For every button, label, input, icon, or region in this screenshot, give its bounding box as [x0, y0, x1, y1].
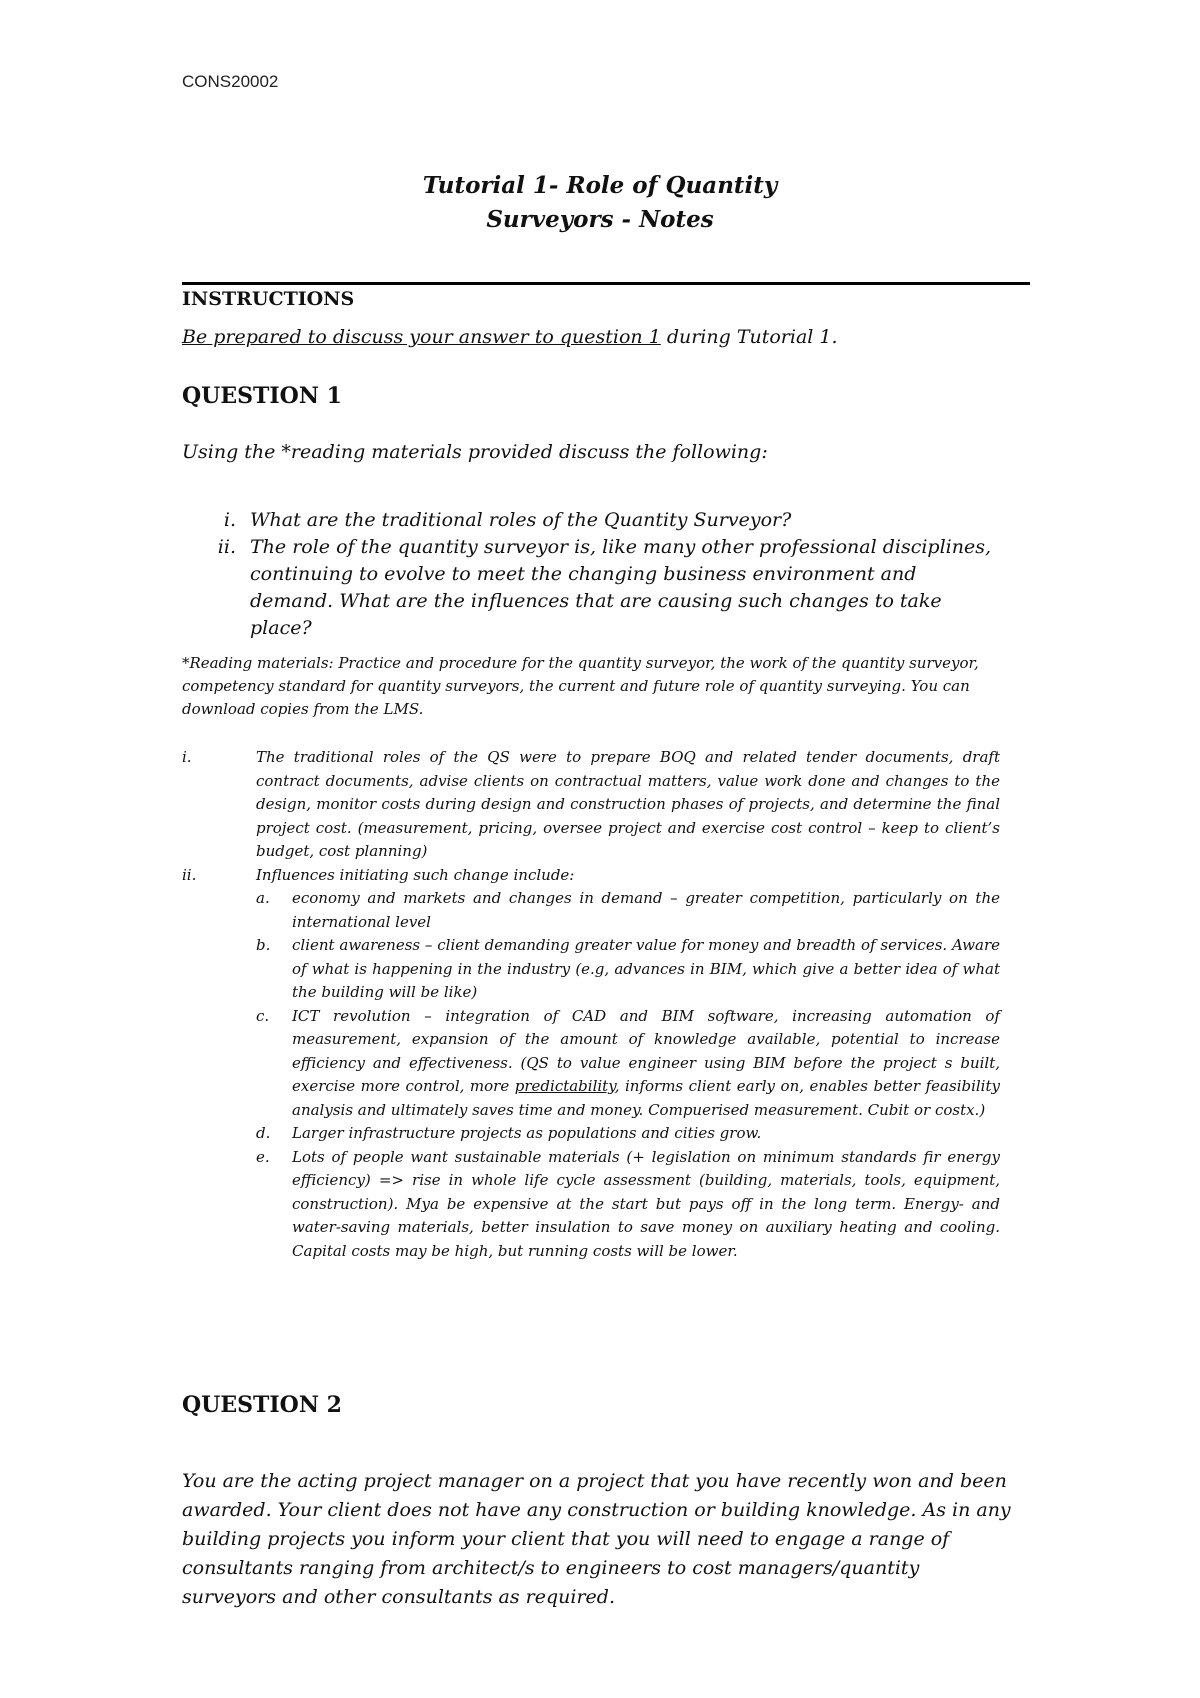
answer-text: Influences initiating such change include: [256, 865, 575, 884]
list-item [182, 534, 1002, 642]
list-item-text: economy and markets and changes in demand – greater competition, particularly on the international level [292, 889, 1000, 931]
answer-number: i. [182, 748, 192, 766]
question-2-text: You are the acting project manager on a project that you have recently won and been awarded. Your client does not have any construction or building knowledge. As in any building projects you inform your client that you will need to engage a range of consultants ranging from architect/s to engineers to cost managers/quantity surveyors and other consultants as required. [182, 1470, 1011, 1608]
list-item [256, 1122, 1000, 1146]
list-item-letter: d. [256, 1124, 271, 1142]
question-1-intro: Using the *reading materials provided discuss the following: [182, 441, 768, 463]
list-item-text: What are the traditional roles of the Quantity Surveyor? [250, 509, 792, 531]
list-item [256, 1005, 1000, 1123]
list-item-text [292, 1005, 1000, 1123]
answer-item [182, 864, 1000, 888]
answer-item [182, 746, 1000, 864]
list-item-number: i. [223, 509, 236, 531]
influences-list [256, 887, 1000, 1263]
list-item-text-part: , informs client early on, enables better feasibility analysis and ultimately saves time and money. Compuerised measurement. Cubit or costx.) [292, 1077, 1000, 1119]
list-item-text: Lots of people want sustainable materials (+ legislation on minimum standards fir energy efficiency) => rise in whole life cycle assessment (building, materials, tools, equipment, construction). Mya be expensive at the start but pays off in the long term. Energy- and water-saving materials, better insulation to save money on auxiliary heating and cooling. Capital costs may be high, but running costs will be lower. [292, 1147, 1000, 1260]
list-item-text-part: ICT revolution – integration of CAD and BIM software, increasing automation of measurement, expansion of the amount of knowledge available, potential to increase efficiency and effectiveness. (QS to value engineer using BIM before the project s built, exercise more control, more [292, 1006, 1000, 1095]
instructions-text-underlined: Be prepared to discuss your answer to question 1 [182, 326, 661, 348]
instructions-text-rest: during Tutorial 1. [660, 326, 838, 348]
list-item-letter: b. [256, 936, 271, 954]
list-item [256, 887, 1000, 934]
course-code: CONS20002 [182, 72, 279, 91]
list-item [256, 1146, 1000, 1264]
list-item-letter: c. [256, 1006, 270, 1025]
underlined-word: predictability [514, 1077, 615, 1095]
question-1-heading: QUESTION 1 [182, 383, 342, 409]
list-item [256, 934, 1000, 1005]
document-title-line-2: Surveyors - Notes [486, 206, 714, 233]
instructions-text [182, 326, 838, 348]
list-item-letter: e. [256, 1147, 270, 1166]
title-divider [182, 282, 1030, 285]
list-item [182, 507, 1002, 534]
question-2-heading: QUESTION 2 [182, 1392, 342, 1418]
document-title-line-1: Tutorial 1- Role of Quantity [422, 172, 778, 199]
answer-number: ii. [182, 865, 197, 884]
list-item-number: ii. [217, 536, 236, 558]
list-item-text: client awareness – client demanding greater value for money and breadth of services. Aware of what is happening in the industry (e.g, advances in BIM, which give a better idea of what the building will be like) [292, 936, 1000, 1001]
instructions-heading: INSTRUCTIONS [182, 288, 355, 310]
list-item-letter: a. [256, 889, 270, 907]
reading-materials-note: *Reading materials: Practice and procedure for the quantity surveyor, the work of the quantity surveyor, competency standard for quantity surveyors, the current and future role of quantity surveying. You can download copies from the LMS. [182, 654, 979, 718]
list-item-text: The role of the quantity surveyor is, like many other professional disciplines, continuing to evolve to meet the changing business environment and demand. What are the influences that are causing such changes to take place? [250, 536, 992, 639]
list-item-text: Larger infrastructure projects as populations and cities grow. [292, 1124, 762, 1142]
question-1-list [182, 507, 1002, 642]
answer-text: The traditional roles of the QS were to prepare BOQ and related tender documents, draft contract documents, advise clients on contractual matters, value work done and changes to the design, monitor costs during design and construction phases of projects, and determine the final project cost. (measurement, pricing, oversee project and exercise cost control – keep to client’s budget, cost planning) [256, 748, 1000, 860]
question-1-answers [182, 746, 1000, 1263]
